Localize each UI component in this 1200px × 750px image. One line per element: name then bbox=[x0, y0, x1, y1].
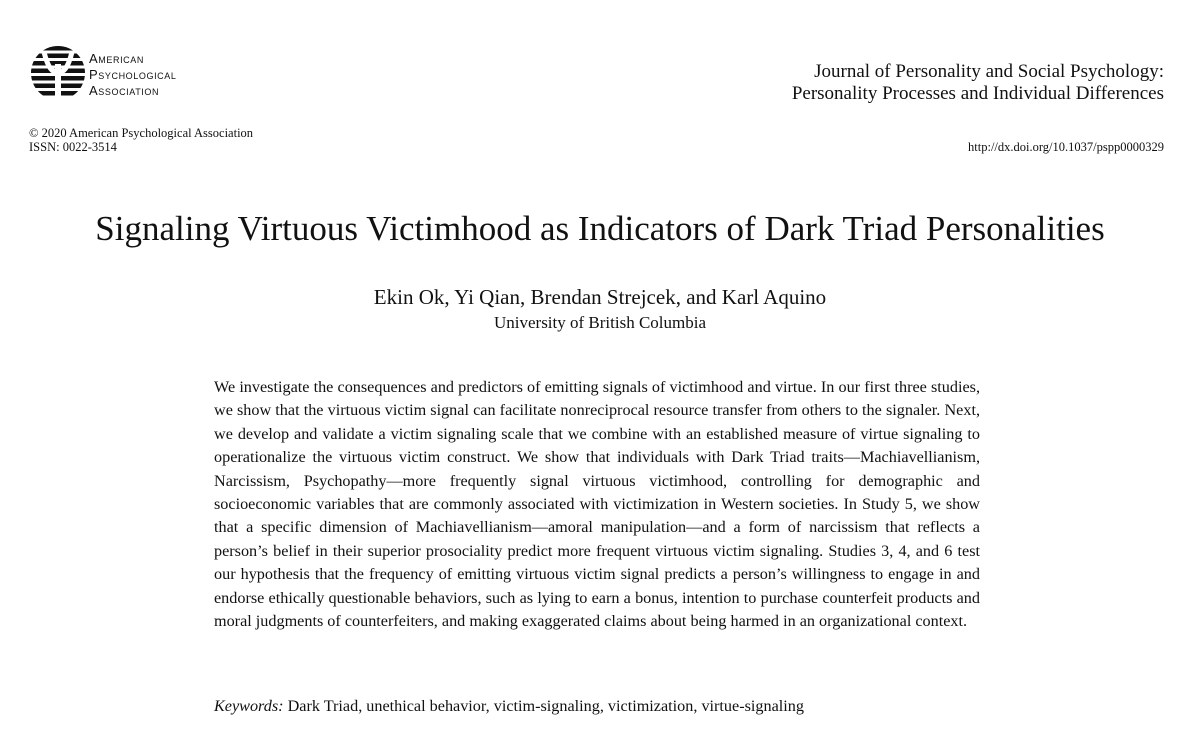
publisher-name bbox=[89, 51, 177, 99]
apa-logo-icon bbox=[30, 42, 86, 104]
journal-line-2: Personality Processes and Individual Differences bbox=[791, 83, 1164, 104]
journal-line-1: Journal of Personality and Social Psychology: bbox=[814, 61, 1164, 82]
keywords-label: Keywords: bbox=[214, 697, 284, 715]
publication-meta bbox=[29, 126, 253, 154]
apa-logo bbox=[30, 42, 230, 110]
journal-name bbox=[792, 61, 1164, 105]
paper-title: Signaling Virtuous Victimhood as Indicators of Dark Triad Personalities bbox=[95, 209, 1105, 248]
keywords-text: Dark Triad, unethical behavior, victim-signaling, victimization, virtue-signaling bbox=[287, 697, 804, 715]
affiliation: University of British Columbia bbox=[493, 313, 707, 332]
authors: Ekin Ok, Yi Qian, Brendan Strejcek, and Karl Aquino bbox=[373, 285, 827, 309]
copyright: © 2020 American Psychological Association bbox=[29, 126, 254, 140]
keywords bbox=[214, 695, 980, 717]
publisher-line: Association bbox=[89, 83, 160, 98]
issn: ISSN: 0022-3514 bbox=[29, 140, 117, 154]
abstract: We investigate the consequences and predictors of emitting signals of victimhood and virtue. In our first three studies, we show that the virtuous victim signal can facilitate nonreciprocal resource transfer from others to the signaler. Next, we develop and validate a victim signaling scale that we combine with an established measure of virtue signaling to operationalize the virtuous victim construct. We show that individuals with Dark Triad traits—Machiavellianism, Narcissism, Psychopathy—more frequently signal virtuous victimhood, controlling for demographic and socioeconomic variables that are commonly associated with victimization in Western societies. In Study 5, we show that a specific dimension of Machiavellianism—amoral manipulation—and a form of narcissism that reflects a person’s belief in their superior prosociality predict more frequent virtuous victim signaling. Studies 3, 4, and 6 test our hypothesis that the frequency of emitting virtuous victim signal predicts a person’s willingness to engage in and endorse ethically questionable behaviors, such as lying to earn a bonus, intention to purchase counterfeit products and moral judgments of counterfeiters, and making exaggerated claims about being harmed in an organizational context. bbox=[214, 378, 980, 631]
publisher-line: Psychological bbox=[89, 67, 177, 82]
publisher-line: American bbox=[89, 51, 144, 66]
doi-link[interactable]: http://dx.doi.org/10.1037/pspp0000329 bbox=[968, 140, 1164, 154]
